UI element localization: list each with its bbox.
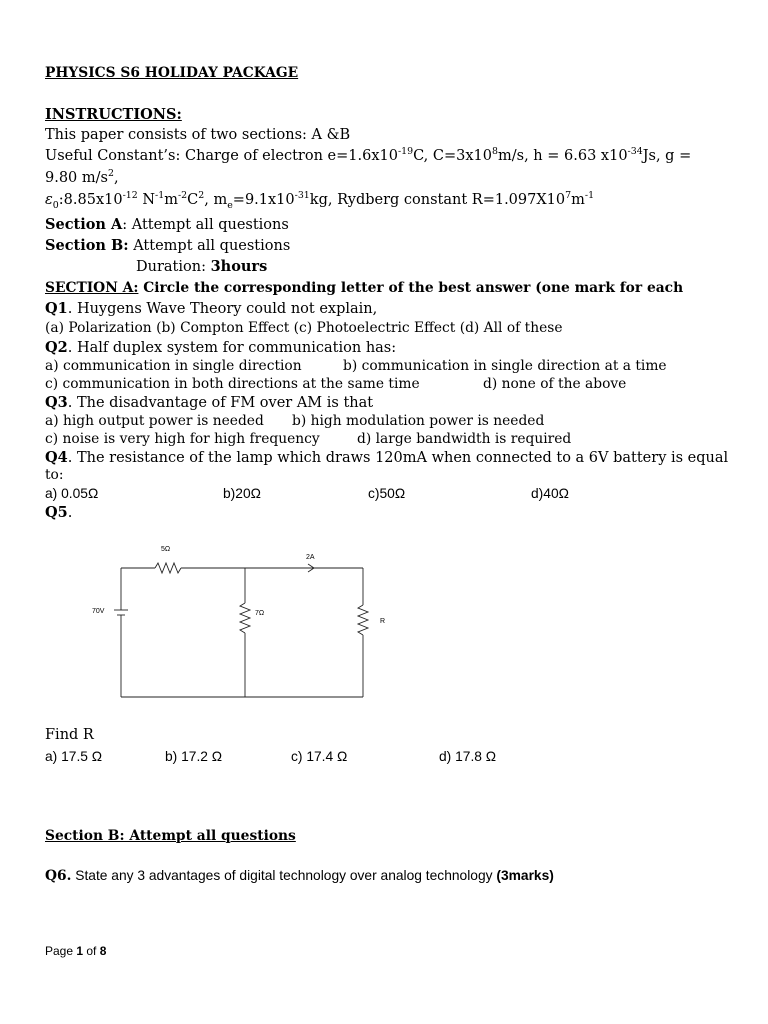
- label-current: 2A: [306, 554, 315, 561]
- label-5-ohm: 5Ω: [161, 546, 171, 553]
- q6-question: Q6. State any 3 advantages of digital technology over analog technology (3marks): [45, 868, 554, 884]
- q1-question: Q1. Huygens Wave Theory could not explain,: [45, 300, 378, 317]
- label-r: R: [380, 618, 385, 625]
- q5-option-c: c) 17.4 Ω: [291, 749, 348, 764]
- q5-find: Find R: [45, 727, 94, 743]
- q2-option-a: a) communication in single direction: [45, 358, 302, 374]
- q4-option-d: d)40Ω: [531, 486, 569, 501]
- q5-circuit-diagram: [85, 535, 385, 705]
- page-number: Page 1 of 8: [45, 944, 107, 958]
- q3-option-d: d) large bandwidth is required: [357, 431, 572, 447]
- instructions-line: This paper consists of two sections: A &B: [45, 127, 351, 143]
- q5-option-a: a) 17.5 Ω: [45, 749, 103, 764]
- section-b-instruction: Section B: Attempt all questions: [45, 237, 291, 254]
- q3-option-a: a) high output power is needed: [45, 413, 264, 429]
- constants-line-1: Useful Constant’s: Charge of electron $e=1.6x10^{-19}C$, $C=3x10^8m/s$, h = 6.63 $x10^{-34}Js$, g =: [45, 146, 692, 164]
- q4-question: Q4. The resistance of the lamp which draws 120mA when connected to a 6V battery is equal: [45, 449, 729, 466]
- q2-option-d: d) none of the above: [483, 376, 627, 392]
- section-a-instruction: Section A: Attempt all questions: [45, 216, 289, 233]
- q3-option-c: c) noise is very high for high frequency: [45, 431, 320, 447]
- q3-option-b: b) high modulation power is needed: [292, 413, 545, 429]
- section-a-heading: SECTION A: Circle the corresponding letter of the best answer (one mark for each: [45, 280, 684, 296]
- q5-question: Q5.: [45, 504, 73, 521]
- constants-line-3: $\varepsilon_0:8.85x10^{-12}$ $N^{-1}m^{-2}C^2$, $m_e=9.1x10^{-31}kg$, Rydberg constant $R=1.097X10^7m^{-1}$: [45, 190, 595, 211]
- q5-option-b: b) 17.2 Ω: [165, 749, 223, 764]
- q4-option-b: b)20Ω: [223, 486, 261, 501]
- q2-option-b: b) communication in single direction at a time: [343, 358, 667, 374]
- q1-options: (a) Polarization (b) Compton Effect (c) Photoelectric Effect (d) All of these: [45, 320, 563, 336]
- duration: Duration: 3hours: [136, 258, 268, 275]
- q4-option-a: a) 0.05Ω: [45, 486, 99, 501]
- q5-option-d: d) 17.8 Ω: [439, 749, 497, 764]
- page-title: PHYSICS S6 HOLIDAY PACKAGE: [45, 65, 299, 81]
- q4-option-c: c)50Ω: [368, 486, 406, 501]
- section-b-heading: Section B: Attempt all questions: [45, 828, 296, 844]
- q4-question-cont: to:: [45, 467, 64, 483]
- label-voltage: 70V: [92, 608, 105, 615]
- q3-question: Q3. The disadvantage of FM over AM is that: [45, 394, 374, 411]
- instructions-heading: INSTRUCTIONS:: [45, 106, 182, 123]
- q2-question: Q2. Half duplex system for communication has:: [45, 339, 397, 356]
- label-7-ohm: 7Ω: [255, 610, 265, 617]
- constants-line-2: 9.80 $m/s^2$,: [45, 168, 119, 186]
- q2-option-c: c) communication in both directions at the same time: [45, 376, 420, 392]
